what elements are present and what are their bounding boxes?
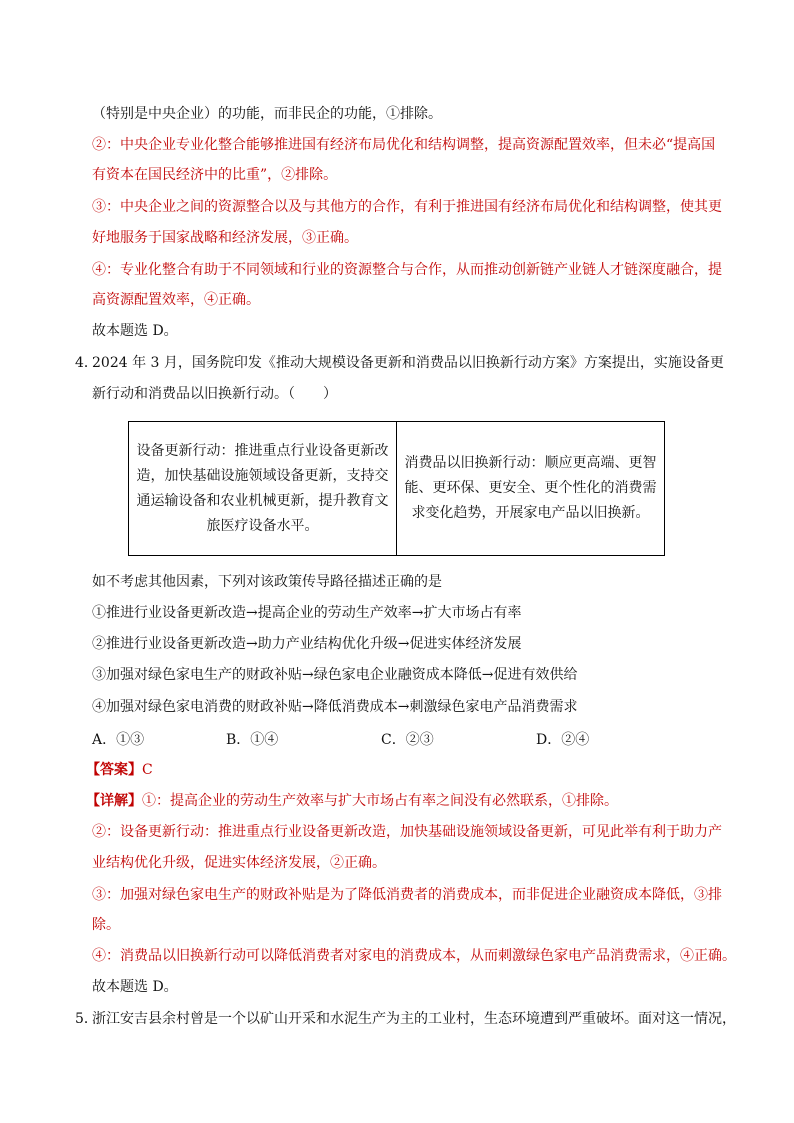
- statement-item: ④加强对绿色家电消费的财政补贴→降低消费成本→刺激绿色家电产品消费需求: [92, 699, 578, 715]
- table-cell-line: 造，加快基础设施领域设备更新，支持交: [136, 467, 389, 484]
- table-cell-consumer-goods: [397, 422, 665, 556]
- detail-point3: ③：加强对绿色家电生产的财政补贴是为了降低消费者的消费成本，而非促进企业融资成本降低，③排: [92, 887, 722, 903]
- option-d: D．②④: [536, 732, 590, 748]
- statement-item: ②推进行业设备更新改造→助力产业结构优化升级→促进实体经济发展: [92, 636, 522, 652]
- table-cell-line: 旅医疗设备水平。: [206, 517, 319, 534]
- detail-tag: 【详解】: [86, 793, 142, 809]
- question-number: 4．: [75, 355, 98, 371]
- question-prompt: 如不考虑其他因素，下列对该政策传导路径描述正确的是: [92, 574, 442, 590]
- detail-line: [86, 791, 618, 811]
- option-b: B．①④: [226, 732, 279, 748]
- option-c: C．②③: [381, 732, 434, 748]
- prev-explanation-point3-cont: 好地服务于国家战略和经济发展，③正确。: [92, 230, 358, 246]
- detail-point1: ①：提高企业的劳动生产效率与扩大市场占有率之间没有必然联系，①排除。: [142, 793, 618, 809]
- prev-conclusion: 故本题选 D。: [92, 323, 178, 339]
- option-a: A．①③: [92, 732, 145, 748]
- question-stem: 2024 年 3 月，国务院印发《推动大规模设备更新和消费品以旧换新行动方案》方案提出，实施设备更: [92, 355, 724, 371]
- table-cell-equipment: [129, 422, 397, 556]
- prev-explanation-point2: ②：中央企业专业化整合能够推进国有经济布局优化和结构调整，提高资源配置效率，但未必“提高国: [92, 137, 716, 153]
- detail-point2: ②：设备更新行动：推进重点行业设备更新改造，加快基础设施领域设备更新，可见此举有利于助力产: [92, 824, 722, 840]
- statement-item: ①推进行业设备更新改造→提高企业的劳动生产效率→扩大市场占有率: [92, 605, 522, 621]
- table-cell-line: 通运输设备和农业机械更新，提升教育文: [136, 492, 389, 509]
- table-cell-line: 消费品以旧换新行动：顺应更高端、更智: [404, 455, 657, 471]
- answer-tag: 【答案】: [86, 762, 142, 778]
- question-stem-cont: 新行动和消费品以旧换新行动。（ ）: [92, 386, 337, 402]
- detail-point2-cont: 业结构优化升级，促进实体经济发展，②正确。: [92, 855, 386, 871]
- prev-explanation-line: （特别是中央企业）的功能，而非民企的功能，①排除。: [92, 106, 442, 122]
- statement-item: ③加强对绿色家电生产的财政补贴→绿色家电企业融资成本降低→促进有效供给: [92, 667, 578, 683]
- policy-table: [128, 421, 665, 556]
- table-cell-line: 求变化趋势，开展家电产品以旧换新。: [411, 505, 650, 521]
- answer-value: C: [142, 762, 153, 778]
- detail-conclusion: 故本题选 D。: [92, 979, 178, 995]
- detail-point4: ④：消费品以旧换新行动可以降低消费者对家电的消费成本，从而刺激绿色家电产品消费需求，④正确。: [92, 948, 736, 964]
- detail-point3-cont: 除。: [92, 917, 120, 933]
- table-cell-line: 设备更新行动：推进重点行业设备更新改: [136, 442, 389, 459]
- table-cell-line: 能、更环保、更安全、更个性化的消费需: [404, 480, 657, 496]
- question-number: 5．: [75, 1011, 98, 1027]
- question-stem: 浙江安吉县余村曾是一个以矿山开采和水泥生产为主的工业村，生态环境遭到严重破坏。面对这一情况，: [92, 1011, 736, 1027]
- prev-explanation-point2-cont: 有资本在国民经济中的比重”，②排除。: [92, 167, 338, 183]
- answer-line: [86, 760, 153, 780]
- prev-explanation-point4-cont: 高资源配置效率，④正确。: [92, 292, 260, 308]
- prev-explanation-point3: ③：中央企业之间的资源整合以及与其他方的合作，有利于推进国有经济布局优化和结构调整，使其更: [92, 199, 722, 215]
- prev-explanation-point4: ④：专业化整合有助于不同领域和行业的资源整合与合作，从而推动创新链产业链人才链深度融合，提: [92, 262, 722, 278]
